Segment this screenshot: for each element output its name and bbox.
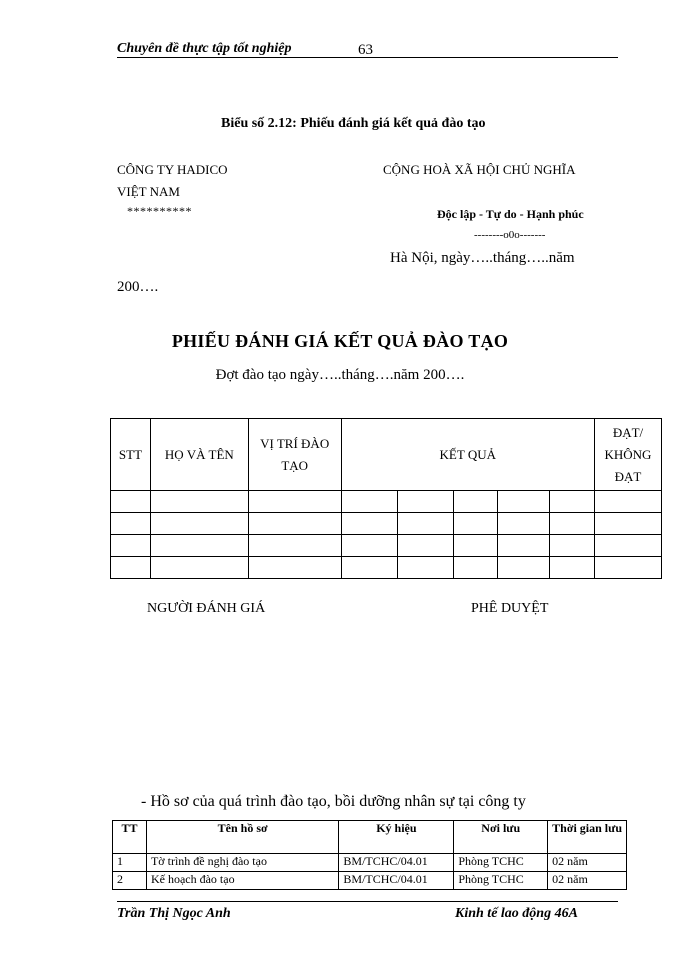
main-title: PHIẾU ĐÁNH GIÁ KẾT QUẢ ĐÀO TẠO: [171, 331, 509, 351]
table-row: [111, 557, 662, 579]
table-cell: [341, 491, 398, 513]
header-pass: ĐẠT/ KHÔNG ĐẠT: [594, 419, 661, 491]
records-header-location: Nơi lưu: [454, 821, 548, 854]
header-name: HỌ VÀ TÊN: [150, 419, 248, 491]
records-cell: 1: [113, 854, 147, 872]
footer-author: Trần Thị Ngọc Anh: [117, 906, 231, 921]
records-cell: Tờ trình đề nghị đào tạo: [146, 854, 338, 872]
motto-decoration: --------o0o-------: [474, 229, 546, 241]
company-name: CÔNG TY HADICO: [117, 162, 228, 177]
table-cell: [150, 491, 248, 513]
table-cell: [498, 535, 550, 557]
records-cell: BM/TCHC/04.01: [339, 854, 454, 872]
records-cell: Phòng TCHC: [454, 854, 548, 872]
nation-line-2: VIỆT NAM: [117, 184, 180, 199]
date-line: Hà Nội, ngày…..tháng…..năm: [390, 250, 575, 266]
table-cell: [498, 557, 550, 579]
records-title: - Hồ sơ của quá trình đào tạo, bồi dưỡng nhân sự tại công ty: [141, 793, 526, 810]
table-cell: [111, 513, 151, 535]
motto: Độc lập - Tự do - Hạnh phúc: [437, 207, 584, 221]
page-number: 63: [358, 42, 373, 58]
footer-divider: [117, 901, 618, 902]
table-cell: [150, 557, 248, 579]
table-cell: [594, 513, 661, 535]
records-cell: 2: [113, 872, 147, 890]
footer-class: Kinh tế lao động 46A: [455, 906, 578, 921]
table-cell: [398, 513, 454, 535]
company-stars: **********: [127, 204, 192, 218]
records-header-code: Ký hiệu: [339, 821, 454, 854]
records-cell: BM/TCHC/04.01: [339, 872, 454, 890]
table-row: [113, 854, 627, 872]
records-header-name: Tên hồ sơ: [146, 821, 338, 854]
table-cell: [248, 557, 341, 579]
table-row: [111, 513, 662, 535]
date-line-continued: 200….: [117, 279, 159, 295]
header-stt: STT: [111, 419, 151, 491]
table-cell: [550, 513, 595, 535]
records-table: [112, 820, 627, 890]
table-row: [111, 491, 662, 513]
table-cell: [550, 557, 595, 579]
table-cell: [398, 557, 454, 579]
table-cell: [454, 491, 498, 513]
table-cell: [150, 513, 248, 535]
table-cell: [594, 535, 661, 557]
table-cell: [248, 513, 341, 535]
approver-label: PHÊ DUYỆT: [471, 601, 549, 616]
table-cell: [594, 491, 661, 513]
table-cell: [454, 535, 498, 557]
table-cell: [248, 535, 341, 557]
header-position: VỊ TRÍ ĐÀO TẠO: [248, 419, 341, 491]
table-row: [111, 535, 662, 557]
evaluator-label: NGƯỜI ĐÁNH GIÁ: [147, 601, 266, 616]
records-cell: 02 năm: [548, 872, 627, 890]
table-cell: [248, 491, 341, 513]
table-cell: [550, 491, 595, 513]
table-cell: [111, 535, 151, 557]
nation-line-1: CỘNG HOÀ XÃ HỘI CHỦ NGHĨA: [383, 162, 576, 177]
table-cell: [150, 535, 248, 557]
table-cell: [341, 513, 398, 535]
records-cell: Kế hoạch đào tạo: [146, 872, 338, 890]
table-cell: [398, 491, 454, 513]
records-header-tt: TT: [113, 821, 147, 854]
header-result: KẾT QUẢ: [341, 419, 594, 491]
records-header-retention: Thời gian lưu: [548, 821, 627, 854]
result-table: [110, 418, 662, 579]
session-line: Đợt đào tạo ngày…..tháng….năm 200….: [215, 367, 465, 383]
table-cell: [398, 535, 454, 557]
table-cell: [594, 557, 661, 579]
table-cell: [341, 557, 398, 579]
table-cell: [111, 557, 151, 579]
form-caption: Biểu số 2.12: Phiếu đánh giá kết quả đào tạo: [221, 116, 486, 131]
table-cell: [550, 535, 595, 557]
header-divider: [117, 57, 618, 58]
table-cell: [498, 513, 550, 535]
table-cell: [498, 491, 550, 513]
records-cell: Phòng TCHC: [454, 872, 548, 890]
table-cell: [341, 535, 398, 557]
header-title: Chuyên đề thực tập tốt nghiệp: [117, 41, 292, 56]
table-cell: [111, 491, 151, 513]
records-cell: 02 năm: [548, 854, 627, 872]
table-row: [113, 872, 627, 890]
table-cell: [454, 513, 498, 535]
table-cell: [454, 557, 498, 579]
